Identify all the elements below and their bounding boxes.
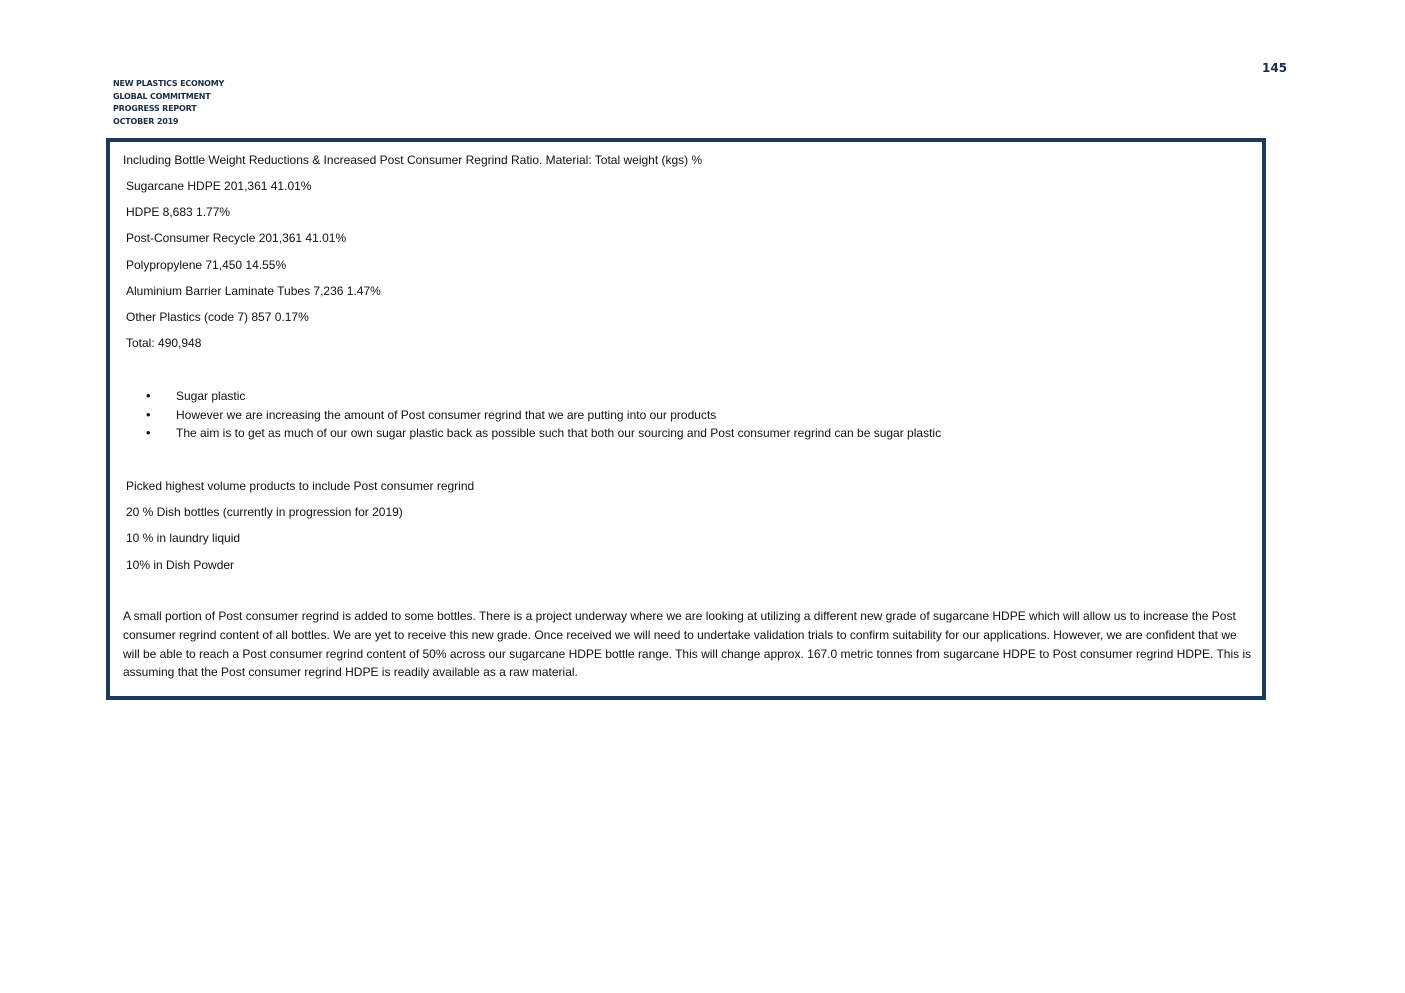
material-row-hdpe: HDPE 8,683 1.77% — [126, 205, 231, 219]
header-line-program: NEW PLASTICS ECONOMY — [113, 79, 225, 88]
material-row-other-plastics: Other Plastics (code 7) 857 0.17% — [126, 310, 309, 324]
list-item: • The aim is to get as much of our own sugar plastic back as possible such that both our sourcing and Post consumer regrind can be sugar plastic — [140, 424, 941, 443]
page-number: 145 — [1262, 61, 1288, 75]
regrind-heading: Picked highest volume products to include Post consumer regrind — [126, 479, 475, 493]
regrind-item-laundry-liquid: 10 % in laundry liquid — [126, 531, 241, 545]
table-heading: Including Bottle Weight Reductions & Increased Post Consumer Regrind Ratio. Material: Total weight (kgs) % — [123, 153, 703, 167]
material-row-sugarcane-hdpe: Sugarcane HDPE 201,361 41.01% — [126, 179, 312, 193]
material-row-aluminium-tubes: Aluminium Barrier Laminate Tubes 7,236 1.47% — [126, 284, 381, 298]
content-box — [106, 138, 1266, 700]
material-row-post-consumer-recycle: Post-Consumer Recycle 201,361 41.01% — [126, 231, 347, 245]
regrind-item-dish-bottles: 20 % Dish bottles (currently in progression for 2019) — [126, 505, 403, 519]
header-line-commitment: GLOBAL COMMITMENT — [113, 91, 211, 101]
summary-paragraph: A small portion of Post consumer regrind is added to some bottles. There is a project underway where we are looking at utilizing a different new grade of sugarcane HDPE which will allow us to increase the Post consumer regrind content of all bottles. We are yet to receive this new grade. Once received we will need to undertake validation trials to confirm suitability for our applications. However, we are confident that we will be able to reach a Post consumer regrind content of 50% across our sugarcane HDPE bottle range. This will change approx. 167.0 metric tonnes from sugarcane HDPE to Post consumer regrind HDPE. This is assuming that the Post consumer regrind HDPE is readily available as a raw material. — [123, 609, 1252, 680]
list-item: • However we are increasing the amount of Post consumer regrind that we are putting into our products — [140, 406, 941, 425]
header-line-report: PROGRESS REPORT — [113, 104, 197, 113]
material-total: Total: 490,948 — [126, 336, 202, 350]
bullet-list — [140, 387, 941, 443]
list-item: • Sugar plastic — [140, 387, 941, 406]
regrind-item-dish-powder: 10% in Dish Powder — [126, 558, 235, 572]
material-row-polypropylene: Polypropylene 71,450 14.55% — [126, 258, 287, 272]
report-header — [113, 78, 224, 128]
header-line-date: OCTOBER 2019 — [113, 116, 179, 126]
